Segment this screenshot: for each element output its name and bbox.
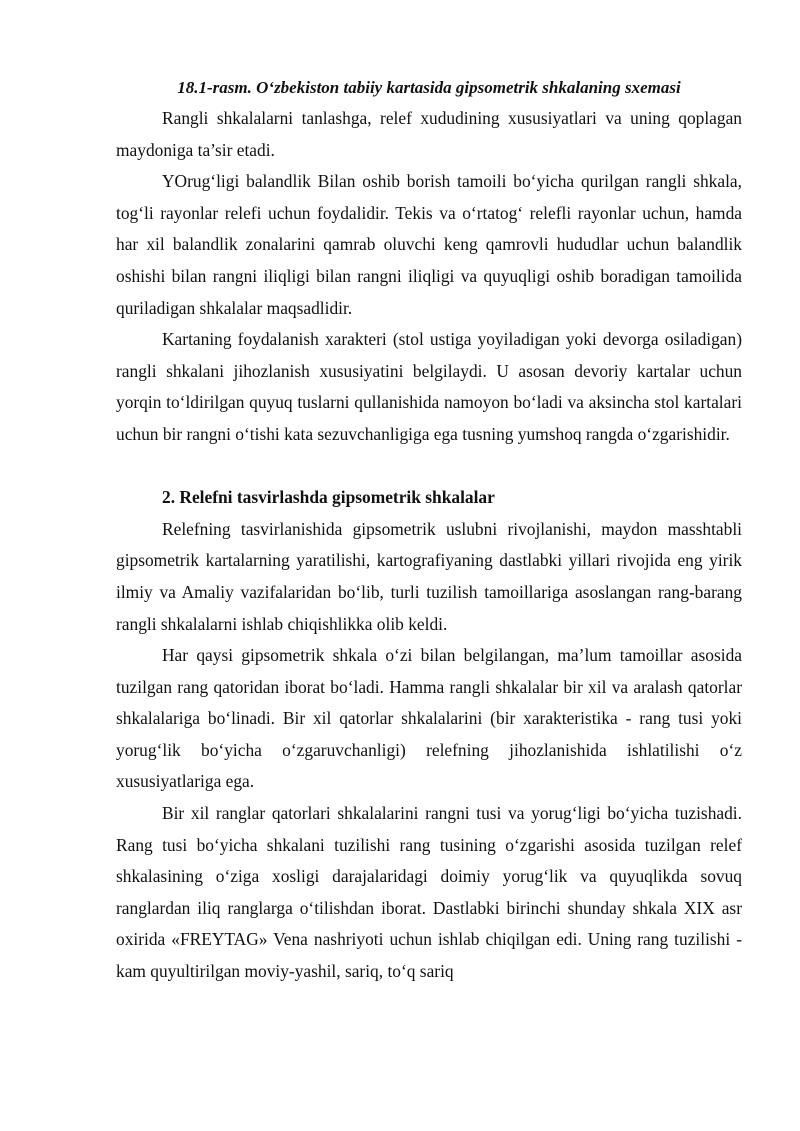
- figure-caption: 18.1-rasm. O‘zbekiston tabiiy kartasida gipsometrik shkalaning sxemasi: [177, 78, 681, 97]
- paragraph: Relefning tasvirlanishida gipsometrik uslubni rivojlanishi, maydon masshtabli gipsometrik kartalarning yaratilishi, kartografiyaning dastlabki yillari rivojida eng yirik ilmiy va Amaliy vazifalaridan bo‘lib, turli tuzilish tamoillariga asoslangan rang-barang rangli shkalalarni ishlab chiqishlikka olib keldi.: [116, 518, 742, 634]
- paragraph: Har qaysi gipsometrik shkala o‘zi bilan belgilangan, ma’lum tamoillar asosida tuzilgan rang qatoridan iborat bo‘ladi. Hamma rangli shkalalar bir xil va aralash qatorlar shkalalariga bo‘linadi. Bir xil qatorlar shkalalarini (bir xarakteristika - rang tusi yoki yorug‘lik bo‘yicha o‘zgaruvchanligi) relefning jihozlanishida ishlatilishi o‘z xususiyatlariga ega.: [116, 645, 742, 792]
- paragraph: Kartaning foydalanish xarakteri (stol ustiga yoyiladigan yoki devorga osiladigan) rangli shkalani jihozlanish xususiyatini belgilaydi. U asosan devoriy kartalar uchun yorqin to‘ldirilgan quyuq tuslarni qullanishida namoyon bo‘ladi va aksincha stol kartalari uchun bir rangni o‘tishi kata sezuvchanligiga ega tusning yumshoq rangda o‘zgarishidir.: [116, 329, 742, 444]
- paragraph: Bir xil ranglar qatorlari shkalalarini rangni tusi va yorug‘ligi bo‘yicha tuzishadi. Rang tusi bo‘yicha shkalani tuzilishi rang tusining o‘zgarishi asosida tuzilgan relef shkalasining o‘ziga xosligi darajalaridagi doimiy yorug‘lik va quyuqlikda sovuq ranglardan iliq ranglarga o‘tilishdan iborat. Dastlabki birinchi shunday shkala XIX asr oxirida «FREYTAG» Vena nashriyoti uchun ishlab chiqilgan edi. Uning rang tuzilishi - kam quyultirilgan moviy-yashil, sariq, to‘q sariq: [116, 803, 742, 982]
- spacer: [116, 451, 742, 483]
- section-heading: 2. Relefni tasvirlashda gipsometrik shkalalar: [162, 487, 495, 508]
- paragraph: YOrug‘ligi balandlik Bilan oshib borish tamoili bo‘yicha qurilgan rangli shkala, tog‘li rayonlar relefi uchun foydalidir. Tekis va o‘rtatog‘ relefli rayonlar uchun, hamda har xil balandlik zonalarini qamrab oluvchi keng qamrovli hududlar uchun balandlik oshishi bilan rangni iliqligi bilan rangni iliqligi va quyuqligi oshib boradigan tamoilida quriladigan shkalalar maqsadlidir.: [116, 171, 742, 318]
- paragraph: Rangli shkalalarni tanlashga, relef xududining xususiyatlari va uning qoplagan maydoniga ta’sir etadi.: [116, 108, 742, 160]
